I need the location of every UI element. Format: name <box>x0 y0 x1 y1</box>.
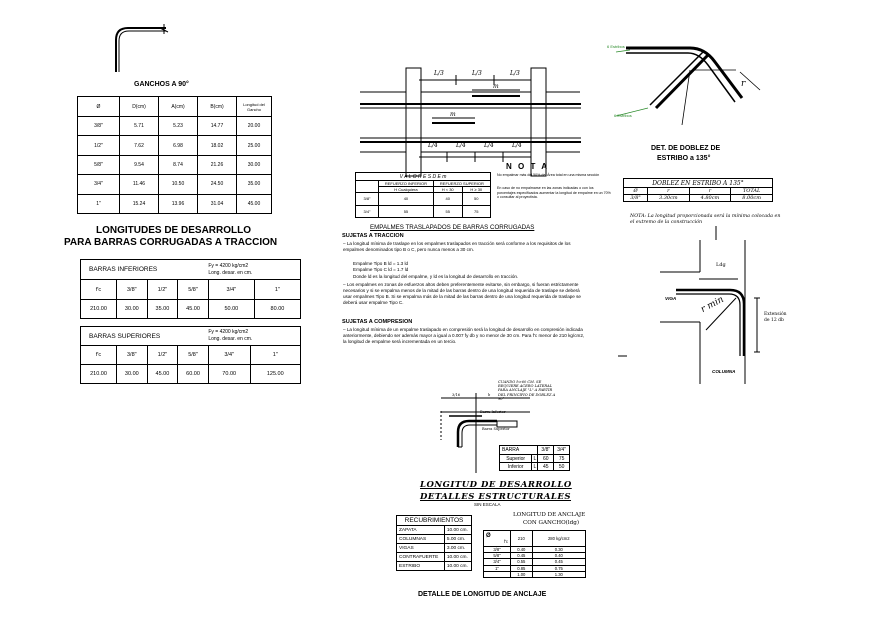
hook90-cell: 3/4" <box>78 175 120 194</box>
nota-table-title: V A L O R E S D E m <box>356 173 491 181</box>
table-row <box>397 526 472 535</box>
table-row <box>78 117 272 136</box>
stirrup-label-a: 6 Estribos <box>607 44 625 49</box>
nota-text2: En caso de no empalmarse en las zonas indicadas o con los porcentajes especificados aumentar la longitud de empalme en un 70% o consultar al proyectista. <box>497 186 611 200</box>
nota-text1: No empalmar más del 50% del Área total en una misma sección <box>497 173 600 177</box>
anchor-extension: Extensión de 12 db <box>764 312 787 323</box>
main-title-line1: LONGITUD DE DESARROLLO <box>420 480 572 490</box>
hook-table-head: 3/4" <box>554 446 570 455</box>
nota-cell: 55 <box>433 205 462 218</box>
hook90-table <box>77 96 272 214</box>
splice-bottom-label: L/4 <box>428 142 438 149</box>
anchor-cell: 1.00 <box>511 571 533 577</box>
hook90-cell: 1/2" <box>78 136 120 155</box>
superiores-title: BARRAS SUPERIORES <box>81 327 209 346</box>
hook90-cell: 25.00 <box>237 136 272 155</box>
splice-top-label: L/3 <box>434 70 444 77</box>
table-row <box>78 175 272 194</box>
hook90-cell: 35.00 <box>237 175 272 194</box>
hook90-cell: 5.71 <box>120 117 159 136</box>
recubrimientos-table <box>396 515 472 571</box>
anchor-cell: 0.75 <box>532 565 585 571</box>
table-row <box>397 535 472 544</box>
dev-title-line1: LONGITUDES DE DESARROLLO <box>96 225 252 236</box>
hook90-cell: 14.77 <box>198 117 237 136</box>
nota-sub2: H < 30 <box>433 187 462 193</box>
superiores-table <box>80 326 301 384</box>
inferiores-size: 1/2" <box>147 280 178 300</box>
hook-cell: Inferior <box>500 463 532 471</box>
recub-cell: 5.00 cm. <box>444 535 471 544</box>
anchor-columna: COLUMNA <box>712 369 736 374</box>
hook90-cell: 45.00 <box>237 194 272 213</box>
hook90-header-3: B(cm) <box>198 97 237 117</box>
dev-title-line2: PARA BARRAS CORRUGADAS A TRACCION <box>64 237 278 248</box>
superiores-value: 30.00 <box>117 365 148 384</box>
hook-label-sup: Barra Superior <box>482 427 510 431</box>
superiores-value: 70.00 <box>208 365 250 384</box>
table-row <box>397 553 472 562</box>
recub-cell: 10.00 cm. <box>444 553 471 562</box>
inferiores-value: 45.00 <box>178 300 209 319</box>
table-row <box>500 455 570 463</box>
hook90-header-2: A(cm) <box>159 97 198 117</box>
hook-cell: 45 <box>538 463 554 471</box>
superiores-fy: Fy = 4200 kg/cm2 <box>208 329 249 335</box>
anchor-cell: 0.45 <box>532 559 585 565</box>
hook90-cell: 13.96 <box>159 194 198 213</box>
stirrup-table-title: DOBLEZ EN ESTRIBO A 135° <box>624 179 773 188</box>
anchor-cell: 0.30 <box>532 547 585 553</box>
anchor-cell: 3/8" <box>484 547 511 553</box>
splices-title: EMPALMES TRASLAPADOS DE BARRAS CORRUGADAS <box>370 224 535 231</box>
inferiores-size: 1" <box>254 280 300 300</box>
hook-cell: Superior <box>500 455 532 463</box>
splices-p1: – La longitud mínima de traslape en los empalmes traslapados en tracción será conforme a los requisitos de los empalmes denominados tipo B o C, pero nunca menos a 30 cm. <box>343 241 571 253</box>
table-row <box>397 544 472 553</box>
recubrimientos-title: RECUBRIMIENTOS <box>397 516 472 526</box>
hook-cell: 75 <box>554 455 570 463</box>
hook-dim-top: 3/16 <box>452 393 461 397</box>
splices-p3: Empalme Tipo C ld = 1.7 ld <box>353 267 409 272</box>
splices-p5: – Los empalmes en zonas de esfuerzos altos deben preferentemente evitarse, sin embargo, si fueran estrictamente necesarios y si se empalma menos de la mitad de las barras dentro de una longitud requerida de traslape se deberá usar empalmes Tipo B. Si se empalma más de la mitad de las barras dentro de una longitud requerida de traslape se deberá usar empalme Tipo C. <box>343 282 581 306</box>
main-title-line2: DETALLES ESTRUCTURALES <box>420 492 572 502</box>
splice-top-label: L/3 <box>472 70 482 77</box>
recub-cell: ESTRIBO <box>397 562 445 571</box>
superiores-value: 45.00 <box>147 365 178 384</box>
hook-cell: 60 <box>538 455 554 463</box>
hook90-title: GANCHOS A 90° <box>134 81 189 88</box>
splice-bottom-label: L/4 <box>512 142 522 149</box>
inferiores-value: 50.00 <box>208 300 254 319</box>
stirrup-note: NOTA: La longitud proporcionada será la mínima colocada en el extremo de la construcción <box>630 214 781 225</box>
anchor-cell: 0.55 <box>511 559 533 565</box>
stirrup-title2: ESTRIBO a 135° <box>657 155 711 162</box>
table-row <box>500 463 570 471</box>
superiores-size: 3/8" <box>117 346 148 365</box>
inferiores-col0: f'c <box>81 280 117 300</box>
inferiores-value: 80.00 <box>254 300 300 319</box>
stirrup-title1: DET. DE DOBLEZ DE <box>651 145 721 152</box>
anchor-table-fc: f'c <box>503 539 508 544</box>
hook-label-inf: Barra Inferior <box>480 410 506 414</box>
inferiores-size: 3/4" <box>208 280 254 300</box>
hook90-cell: 6.98 <box>159 136 198 155</box>
nota-table <box>355 172 491 218</box>
hook-cell: L <box>533 455 537 462</box>
superiores-size: 1/2" <box>147 346 178 365</box>
nota-cell: 55 <box>379 205 434 218</box>
hook-table <box>499 445 570 471</box>
nota-cell: 75 <box>462 205 490 218</box>
anchor-cell <box>484 571 511 577</box>
stirrup-cell: 3.30cm <box>648 195 690 202</box>
nota-cell: 3/4" <box>356 205 379 218</box>
anchor-cell: 0.40 <box>532 553 585 559</box>
inferiores-title: BARRAS INFERIORES <box>81 260 209 280</box>
splices-p2: Empalme Tipo B ld = 1.3 ld <box>353 261 409 266</box>
stirrup-header: TOTAL <box>731 188 773 195</box>
inferiores-value: 35.00 <box>147 300 178 319</box>
anchor-rmin: r min <box>699 294 726 315</box>
stirrup-cell: 8.00cm <box>731 195 773 202</box>
hook-table-head: 3/8" <box>538 446 554 455</box>
stirrup-header: Ø <box>624 188 648 195</box>
inferiores-fc: 210.00 <box>81 300 117 319</box>
anchor-cell: 3/4" <box>484 559 511 565</box>
hook90-cell: 5/8" <box>78 155 120 174</box>
inferiores-size: 5/8" <box>178 280 209 300</box>
hook90-cell: 15.24 <box>120 194 159 213</box>
hook90-cell: 24.50 <box>198 175 237 194</box>
table-row <box>624 195 773 202</box>
inferiores-table <box>80 259 301 319</box>
table-row <box>81 365 301 384</box>
hook90-cell: 5.23 <box>159 117 198 136</box>
stirrup-label-b: 6 Estribos <box>614 113 632 118</box>
nota-title: N O T A <box>506 162 550 171</box>
hook90-cell: 20.00 <box>237 117 272 136</box>
recub-cell: ZAPATA <box>397 526 445 535</box>
hook90-cell: 18.02 <box>198 136 237 155</box>
anchor-detail-sketch <box>618 226 760 384</box>
superiores-note: Long. desar. en cm. <box>208 336 253 342</box>
anchor-title: DETALLE DE LONGITUD DE ANCLAJE <box>418 591 547 598</box>
stirrup-cell: 4.80cm <box>689 195 731 202</box>
splices-sec1: SUJETAS A TRACCION <box>342 233 404 239</box>
table-row <box>78 155 272 174</box>
inferiores-size: 3/8" <box>117 280 148 300</box>
inferiores-fy: Fy = 4200 kg/cm2 <box>208 262 249 269</box>
nota-cell: 3/8" <box>356 193 379 206</box>
hook90-cell: 1" <box>78 194 120 213</box>
splices-p6: – La longitud mínima de un empalme traslapado en compresión será la longitud de desarrollo en compresión indicada anteriormente, debiendo ser además mayor a igual a 0.007 fy db y no menor de 30 cm. Para f'c menor de 210 kg/cm2, la longitud de empalme será incrementada en un tercio. <box>343 327 585 345</box>
recub-cell: COLUMNAS <box>397 535 445 544</box>
superiores-size: 1" <box>250 346 300 365</box>
anchor-table-title1: LONGITUD DE ANCLAJE <box>513 512 586 518</box>
anchor-ldg: Ldg <box>716 262 726 268</box>
hook-note: CUANDO h>60 CM. SE REQUIERE ACERO LATERAL PARA ANCLAJE "L" A PARTIR DEL PRINCIPIO DE DOBLEZ A 90° <box>498 380 556 401</box>
recub-cell: 10.00 cm. <box>444 562 471 571</box>
splices-p4: Donde ld es la longitud del empalme, y ld es la longitud de desarrollo en tracción. <box>353 274 519 279</box>
splice-diagram <box>360 68 581 176</box>
hook-90-sketch <box>116 24 168 72</box>
anchor-table <box>483 530 586 578</box>
table-row <box>356 205 491 218</box>
hook90-cell: 10.50 <box>159 175 198 194</box>
splice-bottom-label: L/4 <box>484 142 494 149</box>
splice-m-label: m <box>450 111 456 118</box>
hook90-cell: 31.04 <box>198 194 237 213</box>
nota-cell: 50 <box>462 193 490 206</box>
hook-table-head: BARRA <box>500 446 538 455</box>
nota-head1: REFUERZO INFERIOR <box>379 181 434 187</box>
inferiores-value: 30.00 <box>117 300 148 319</box>
recub-cell: CONTRAFUERTE <box>397 553 445 562</box>
stirrup-header: r <box>648 188 690 195</box>
anchor-table-col1: 210 <box>511 531 533 547</box>
nota-sub1: H Cualquiera <box>379 187 434 193</box>
stirrup-header: r <box>689 188 731 195</box>
hook90-cell: 7.62 <box>120 136 159 155</box>
hook-dim-mid: b <box>488 393 491 397</box>
anchor-table-phi: Ø <box>486 533 491 539</box>
hook-cell: L <box>533 463 537 470</box>
stirrup-label-r: r <box>741 79 746 89</box>
hook90-header-4: Longitud del Gancho <box>237 97 272 117</box>
main-title-sub: SIN ESCALA <box>474 502 501 507</box>
hook90-cell: 11.46 <box>120 175 159 194</box>
table-row <box>78 194 272 213</box>
hook90-cell: 8.74 <box>159 155 198 174</box>
hook-cell: 50 <box>554 463 570 471</box>
superiores-value: 60.00 <box>178 365 209 384</box>
anchor-cell: 1.30 <box>532 571 585 577</box>
nota-cell: 40 <box>433 193 462 206</box>
table-row <box>78 136 272 155</box>
anchor-cell: 1" <box>484 565 511 571</box>
hook90-cell: 3/8" <box>78 117 120 136</box>
anchor-cell: 0.85 <box>511 565 533 571</box>
hook90-header-1: D(cm) <box>120 97 159 117</box>
anchor-table-col2: 280 kg/cm2 <box>532 531 585 547</box>
anchor-table-title2: CON GANCHO(ldg) <box>523 520 580 526</box>
table-row <box>484 571 586 577</box>
table-row <box>81 300 301 319</box>
nota-cell: 40 <box>379 193 434 206</box>
hook90-cell: 21.26 <box>198 155 237 174</box>
splice-top-label: L/3 <box>510 70 520 77</box>
anchor-cell: 5/8" <box>484 553 511 559</box>
stirrup-135-sketch <box>616 48 760 125</box>
stirrup-table <box>623 178 773 202</box>
table-row <box>397 562 472 571</box>
anchor-cell: 0.45 <box>511 553 533 559</box>
superiores-size: 5/8" <box>178 346 209 365</box>
inferiores-note: Long. desar. en cm. <box>208 269 253 276</box>
table-row <box>356 193 491 206</box>
recub-cell: VIGAS <box>397 544 445 553</box>
superiores-fc: 210.00 <box>81 365 117 384</box>
anchor-viga: VIGA <box>665 296 677 301</box>
recub-cell: 3.00 cm. <box>444 544 471 553</box>
superiores-col0: f'c <box>81 346 117 365</box>
splices-sec2: SUJETAS A COMPRESION <box>342 319 413 325</box>
superiores-size: 3/4" <box>208 346 250 365</box>
recub-cell: 10.00 cm. <box>444 526 471 535</box>
nota-sub3: H ≥ 30 <box>462 187 490 193</box>
stirrup-cell: 3/8" <box>624 195 648 202</box>
superiores-value: 125.00 <box>250 365 300 384</box>
nota-head2: REFUERZO SUPERIOR <box>433 181 490 187</box>
anchor-cell: 0.40 <box>511 547 533 553</box>
hook90-header-0: Ø <box>78 97 120 117</box>
hook90-cell: 30.00 <box>237 155 272 174</box>
splice-bottom-label: L/4 <box>456 142 466 149</box>
hook90-cell: 9.54 <box>120 155 159 174</box>
splice-m-label: m <box>493 83 499 90</box>
